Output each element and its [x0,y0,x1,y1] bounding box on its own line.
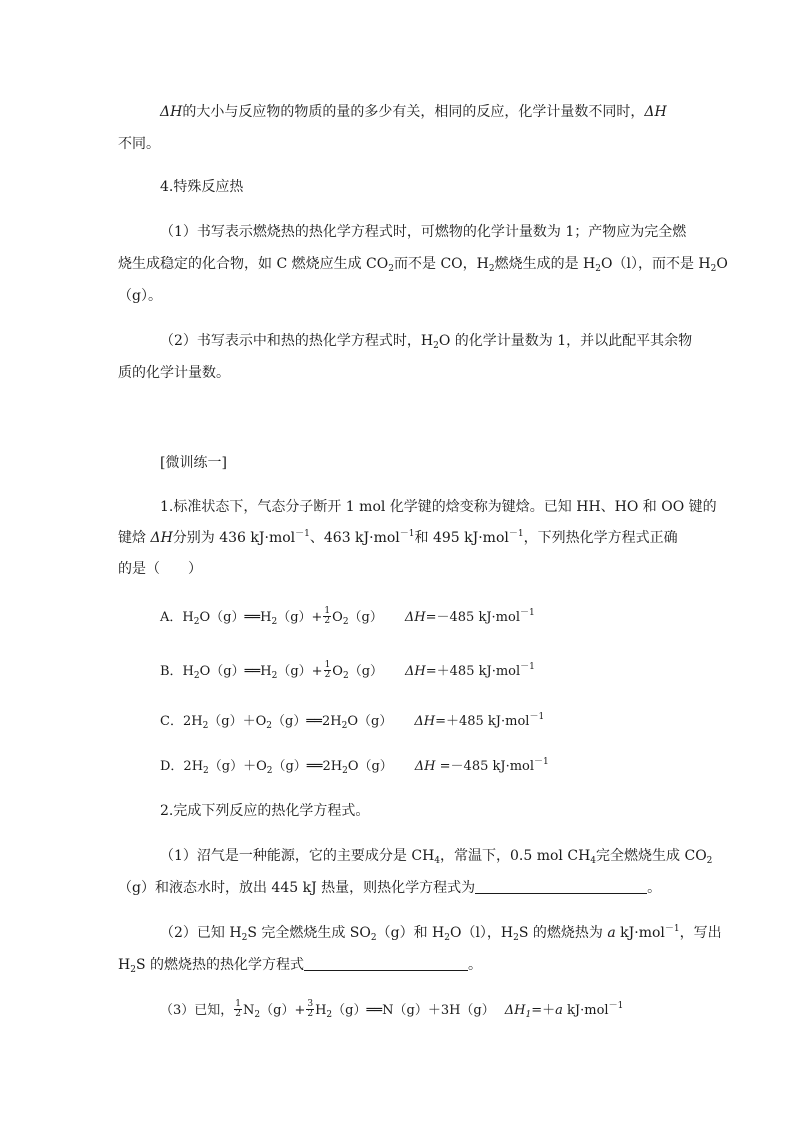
text: ，常温下，0.5 mol CH [440,848,591,864]
text: =－485 kJ·mol [435,759,535,774]
text: C．2H [160,714,203,729]
text: （g）+ [277,610,323,625]
option-b[interactable] [160,662,535,682]
subscript: 2 [342,671,349,681]
text: O [332,664,343,679]
subscript: 2 [193,671,200,681]
subscript: 2 [193,617,200,627]
intro-line-2: 不同。 [118,136,160,152]
text: （g）＋O [208,759,267,774]
text: 燃烧生成的是 H [494,256,596,272]
section4-p1-line2 [118,254,728,274]
fraction-three-halves [306,1000,314,1019]
subscript: 2 [326,1010,333,1020]
subscript: 2 [706,856,713,866]
answer-blank[interactable] [304,970,468,971]
answer-blank[interactable] [475,893,647,894]
text: （g）＋O [208,714,267,729]
superscript: －1 [519,608,535,618]
q2-p2-line1 [160,923,722,943]
text: A．H [160,610,194,625]
text: （2）已知 H [160,925,242,941]
subscript: 2 [202,721,209,731]
text: kJ·mol [562,1003,609,1018]
section4-p1-line3: （g）。 [118,288,162,304]
subscript: 2 [271,671,278,681]
subscript: 1 [525,1010,532,1020]
denominator: 2 [324,616,331,626]
subscript: 2 [433,341,439,351]
text: H [118,957,131,973]
q2-p3-line1 [160,1001,623,1021]
practice-title: [微训练一] [160,455,227,471]
subscript: 4 [590,856,597,866]
text: O（g） [347,714,393,729]
text: O 的化学计量数为 1，并以此配平其余物 [438,333,693,349]
section4-p2-line2: 质的化学计量数。 [118,365,230,381]
delta-h-symbol: ΔH [405,664,426,679]
text: S 的燃烧热为 [518,925,608,941]
subscript: 2 [341,721,348,731]
text: （2）书写表示中和热的热化学方程式时，H [160,333,434,349]
superscript: －1 [534,757,549,767]
text: O [332,610,343,625]
subscript: 2 [203,766,209,776]
subscript: 2 [342,766,348,776]
q1-line3: 的是（ ） [118,561,202,577]
denominator: 2 [235,1009,242,1019]
intro-line-1 [160,102,667,122]
subscript: 2 [444,933,450,943]
subscript: 2 [388,264,394,274]
fraction-half [324,661,332,680]
section4-p1-line1: （1）书写表示燃烧热的热化学方程式时，可燃物的化学计量数为 1；产物应为完全燃 [160,224,687,240]
subscript: 2 [488,264,495,274]
denominator: 2 [307,1009,314,1019]
subscript: 2 [271,617,278,627]
superscript: －1 [520,662,535,672]
text: （g） [348,664,384,679]
delta-h-symbol: ΔH [414,714,436,729]
text: （g）和 H [376,925,445,941]
text: 烧生成稳定的化合物，如 C 燃烧应生成 CO [118,256,389,272]
text: （1）沼气是一种能源，它的主要成分是 CH [160,848,435,864]
text: =＋485 kJ·mol [425,664,521,679]
subscript: 2 [342,617,349,627]
text: （g）和液态水时，放出 445 kJ 热量，则热化学方程式为 [118,880,476,896]
text: S 的燃烧热的热化学方程式 [135,957,304,973]
text: 而不是 CO，H [394,256,489,272]
subscript: 2 [254,1010,261,1020]
text: =＋485 kJ·mol [435,714,530,729]
variable-a: a [555,1003,563,1018]
denominator: 2 [324,670,331,680]
q1-line1: 1.标准状态下，气态分子断开 1 mol 化学键的焓变称为键焓。已知 HH、HO 和 OO 键的 [160,499,717,515]
subscript: 2 [266,766,273,776]
text: 。 [468,957,482,973]
q2-p1-line1 [160,846,712,866]
text: （g） [348,610,383,625]
delta-h-symbol: ΔH [160,104,183,120]
variable-a: a [607,925,616,941]
text: D．2H [160,759,204,774]
subscript: 2 [513,933,519,943]
text: 完全燃烧生成 CO [596,848,707,864]
subscript: 2 [595,264,601,274]
text: （g）══2H [272,759,343,774]
text: ，写出 [679,925,722,941]
text: O（l），H [449,925,514,941]
superscript: －1 [529,712,545,722]
delta-h-symbol: ΔH [414,759,436,774]
q2-p2-line2 [118,955,482,975]
subscript: 2 [370,933,377,943]
numerator: 1 [235,999,242,1009]
option-c[interactable] [160,712,544,732]
q2-p1-line2 [118,878,661,898]
option-d[interactable] [160,757,549,777]
text: O（g）══H [199,664,272,679]
text: 。 [647,880,662,896]
subscript: 2 [241,933,248,943]
text: =＋ [531,1003,556,1018]
superscript: －1 [295,529,310,539]
numerator: 3 [307,999,314,1009]
text: （g）+ [260,1003,306,1018]
text: O（g） [347,759,393,774]
text: （g）+ [277,664,323,679]
text: 、463 kJ·mol [309,530,400,546]
superscript: －1 [508,529,524,539]
numerator: 1 [324,660,331,670]
numerator: 1 [324,606,331,616]
text: O（l），而不是 H [601,256,711,272]
superscript: －1 [664,924,680,934]
text: kJ·mol [615,925,665,941]
subscript: 2 [710,264,717,274]
text: 键焓 [118,530,151,546]
text: 和 495 kJ·mol [414,530,509,546]
delta-h-symbol: ΔH [150,530,173,546]
superscript: －1 [399,529,415,539]
text: ，下列热化学方程式正确 [523,530,678,546]
superscript: －1 [608,1001,624,1011]
text: N [243,1003,255,1018]
text: （3）已知， [160,1003,234,1018]
subscript: 2 [130,965,136,975]
text: O（g）══H [199,610,272,625]
text: （g）══2H [272,714,342,729]
q2-title: 2.完成下列反应的热化学方程式。 [160,803,370,819]
text: （g）══N（g）＋3H（g） [332,1003,495,1018]
option-a[interactable] [160,608,535,628]
delta-h-symbol: ΔH [644,104,667,120]
delta-h-symbol: ΔH [404,610,426,625]
q1-line2 [118,528,678,548]
subscript: 4 [434,856,441,866]
text: S 完全燃烧生成 SO [247,925,371,941]
delta-h-symbol: ΔH [504,1003,526,1018]
text: =－485 kJ·mol [425,610,520,625]
section-title: 4.特殊反应热 [160,179,244,195]
section4-p2-line1 [160,331,692,351]
subscript: 2 [266,721,273,731]
text: O [716,256,728,272]
text: 分别为 436 kJ·mol [172,530,296,546]
text: H [315,1003,327,1018]
fraction-half [234,1000,242,1019]
intro-text: 的大小与反应物的物质的量的多少有关，相同的反应，化学计量数不同时， [182,104,645,120]
fraction-half [323,607,331,626]
text: B．H [160,664,194,679]
